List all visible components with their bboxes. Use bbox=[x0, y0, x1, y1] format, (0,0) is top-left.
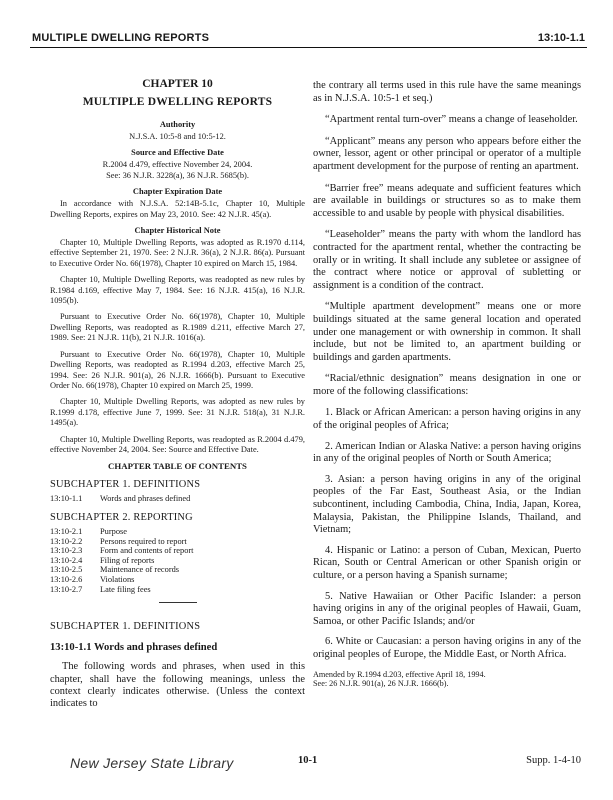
definition-paragraph: “Multiple apartment development” means one or more buildings situated at the same general location and operated under one management or with ownership in common. It shall include, but not be limited to, an apartment building or buildings and garden apartments. bbox=[313, 301, 581, 363]
history-heading: Chapter Historical Note bbox=[134, 226, 221, 236]
rule-title: 13:10-1.1 Words and phrases defined bbox=[50, 642, 218, 654]
toc-entry-code: 13:10-2.4 bbox=[50, 555, 83, 565]
toc-entry bbox=[50, 546, 305, 556]
toc-entry-code: 13:10-2.3 bbox=[50, 546, 83, 556]
authority-heading: Authority bbox=[159, 120, 196, 129]
toc-entry-title: Filing of reports bbox=[100, 555, 155, 565]
library-watermark: New Jersey State Library bbox=[70, 755, 234, 771]
classification-item: 4. Hispanic or Latino: a person of Cuban, Mexican, Puerto Rican, South or Central American or other Spanish origin or culture, or a person having a Spanish surname; bbox=[313, 544, 581, 581]
toc-entry bbox=[50, 575, 305, 585]
definition-paragraph: “Apartment rental turn-over” means a change of leaseholder. bbox=[325, 114, 578, 126]
toc-entry bbox=[50, 494, 305, 504]
toc-entry-title: Persons required to report bbox=[100, 536, 187, 546]
toc-entry-code: 13:10-1.1 bbox=[50, 494, 83, 504]
expiration-text: In accordance with N.J.S.A. 52:14B-5.1c, Chapter 10, Multiple Dwelling Reports, expires on May 23, 2010. See: 42 N.J.R. 45(a). bbox=[50, 199, 305, 219]
history-paragraph: Pursuant to Executive Order No. 66(1978), Chapter 10, Multiple Dwelling Reports, was readopted as R.1989 d.211, effective March 27, 1989. See: 21 N.J.R. 11(b), 21 N.J.R. 1016(a). bbox=[50, 312, 305, 343]
toc-entry-title: Maintenance of records bbox=[100, 565, 180, 575]
toc-entry-title: Form and contents of report bbox=[100, 546, 194, 556]
classification-item: 2. American Indian or Alaska Native: a person having origins in any of the original peoples of North or South America; bbox=[313, 440, 581, 465]
toc-entry bbox=[50, 565, 305, 575]
history-paragraph: Pursuant to Executive Order No. 66(1978), Chapter 10, Multiple Dwelling Reports, was readopted as R.1994 d.203, effective March 25, 1994. See: 26 N.J.R. 901(a), 26 N.J.R. 1666(b). Pursuant to Executive Order No. 66(1978), Chapter 10 expired on March 25, 1999. bbox=[50, 349, 305, 390]
source-line: R.2004 d.479, effective November 24, 2004. bbox=[102, 160, 253, 170]
definition-paragraph: “Racial/ethnic designation” means designation in one or more of the following classifications: bbox=[313, 373, 581, 397]
left-column bbox=[50, 78, 305, 711]
history-paragraph: Chapter 10, Multiple Dwelling Reports, was adopted as R.1970 d.114, effective September 21, 1970. See: 2 N.J.R. 36(a), 2 N.J.R. 86(a). Pursuant to Executive Order No. 66(1978), Chapter 10 expired on March 15, 1984. bbox=[50, 238, 305, 268]
right-column bbox=[313, 80, 581, 689]
chapter-title: MULTIPLE DWELLING REPORTS bbox=[82, 96, 273, 108]
supplement-date: Supp. 1-4-10 bbox=[526, 755, 581, 766]
toc-entry bbox=[50, 585, 305, 595]
classification-item: 5. Native Hawaiian or Other Pacific Islander: a person having origins in any of the original peoples of Hawaii, Guam, Samoa, or other Pacific Islands; and/or bbox=[313, 590, 581, 627]
running-header-section-code: 13:10-1.1 bbox=[537, 32, 585, 44]
toc-subchapter-1: SUBCHAPTER 1. DEFINITIONS bbox=[50, 479, 201, 491]
chapter-number: CHAPTER 10 bbox=[142, 78, 213, 90]
toc-entry-title: Violations bbox=[100, 574, 135, 584]
classification-item: 3. Asian: a person having origins in any of the original peoples of the Far East, Southeast Asia, or the Indian subcontinent, including Cambodia, China, India, Japan, Korea, Malaysia, Pakistan, the Philippine Islands, Thailand, and Vietnam; bbox=[313, 473, 581, 536]
classification-item: 1. Black or African American: a person having origins in any of the original peoples of Africa; bbox=[313, 407, 581, 432]
history-paragraph: Chapter 10, Multiple Dwelling Reports, was adopted as new rules by R.1999 d.178, effective June 7, 1999. See: 31 N.J.R. 518(a), 31 N.J.R. 1495(a). bbox=[50, 397, 305, 428]
toc-entry bbox=[50, 527, 305, 537]
toc-entry-code: 13:10-2.5 bbox=[50, 565, 83, 575]
expiration-heading: Chapter Expiration Date bbox=[132, 187, 223, 197]
classification-item: 6. White or Caucasian: a person having origins in any of the original peoples of Europe, the Middle East, or North Africa. bbox=[313, 636, 581, 660]
header-rule bbox=[30, 47, 587, 48]
source-line: See: 36 N.J.R. 3228(a), 36 N.J.R. 5685(b). bbox=[106, 170, 249, 180]
subchapter-1-heading: SUBCHAPTER 1. DEFINITIONS bbox=[50, 621, 201, 633]
toc-entry bbox=[50, 537, 305, 547]
amendment-note: See: 26 N.J.R. 901(a), 26 N.J.R. 1666(b). bbox=[313, 679, 449, 689]
rule-intro: The following words and phrases, when used in this chapter, shall have the following meanings, unless the context clearly indicates otherwise. (Unless the context indicates to bbox=[50, 661, 305, 710]
page-number: 10-1 bbox=[298, 755, 318, 766]
continuation-text: the contrary all terms used in this rule have the same meanings as in N.J.S.A. 10:5-1 et seq.) bbox=[313, 80, 581, 104]
authority-text: N.J.S.A. 10:5-8 and 10:5-12. bbox=[129, 132, 226, 141]
toc-entry-title: Words and phrases defined bbox=[100, 494, 191, 504]
history-paragraph: Chapter 10, Multiple Dwelling Reports, was readopted as new rules by R.1984 d.169, effective May 7, 1984. See: 16 N.J.R. 415(a), 16 N.J.R. 1095(b). bbox=[50, 275, 305, 306]
definition-paragraph: “Applicant” means any person who appears before either the owner, lessor, agent or other principal or operator of a multiple apartment development for the purpose of renting an apartment. bbox=[313, 135, 581, 172]
running-header-title: MULTIPLE DWELLING REPORTS bbox=[32, 32, 210, 44]
toc-entry-code: 13:10-2.6 bbox=[50, 574, 83, 584]
amendment-note: Amended by R.1994 d.203, effective April 18, 1994. bbox=[313, 669, 486, 679]
toc-entry-title: Purpose bbox=[100, 526, 127, 536]
toc-entry bbox=[50, 556, 305, 566]
toc-entry-title: Late filing fees bbox=[100, 584, 151, 594]
history-paragraph: Chapter 10, Multiple Dwelling Reports, was readopted as R.2004 d.479, effective November 24, 2004. See: Source and Effective Date. bbox=[50, 434, 305, 454]
definition-paragraph: “Leaseholder” means the party with whom the landlord has contracted for the apartment rental, whether the contracting be orally or in writing. It shall include any subletee or assignee of the contract where notice or approval of subletting or assignment is a condition of the contract. bbox=[313, 229, 581, 291]
toc-entry-code: 13:10-2.7 bbox=[50, 584, 83, 594]
section-separator bbox=[159, 602, 197, 603]
source-heading: Source and Effective Date bbox=[131, 148, 224, 158]
toc-subchapter-2: SUBCHAPTER 2. REPORTING bbox=[50, 511, 193, 523]
definition-paragraph: “Barrier free” means adequate and sufficient features which are available in buildings or structures so as to make them accessible to and usable by people with physical disabilities. bbox=[313, 182, 581, 219]
toc-entry-code: 13:10-2.1 bbox=[50, 526, 83, 536]
toc-entry-code: 13:10-2.2 bbox=[50, 536, 83, 546]
toc-heading: CHAPTER TABLE OF CONTENTS bbox=[108, 461, 247, 472]
